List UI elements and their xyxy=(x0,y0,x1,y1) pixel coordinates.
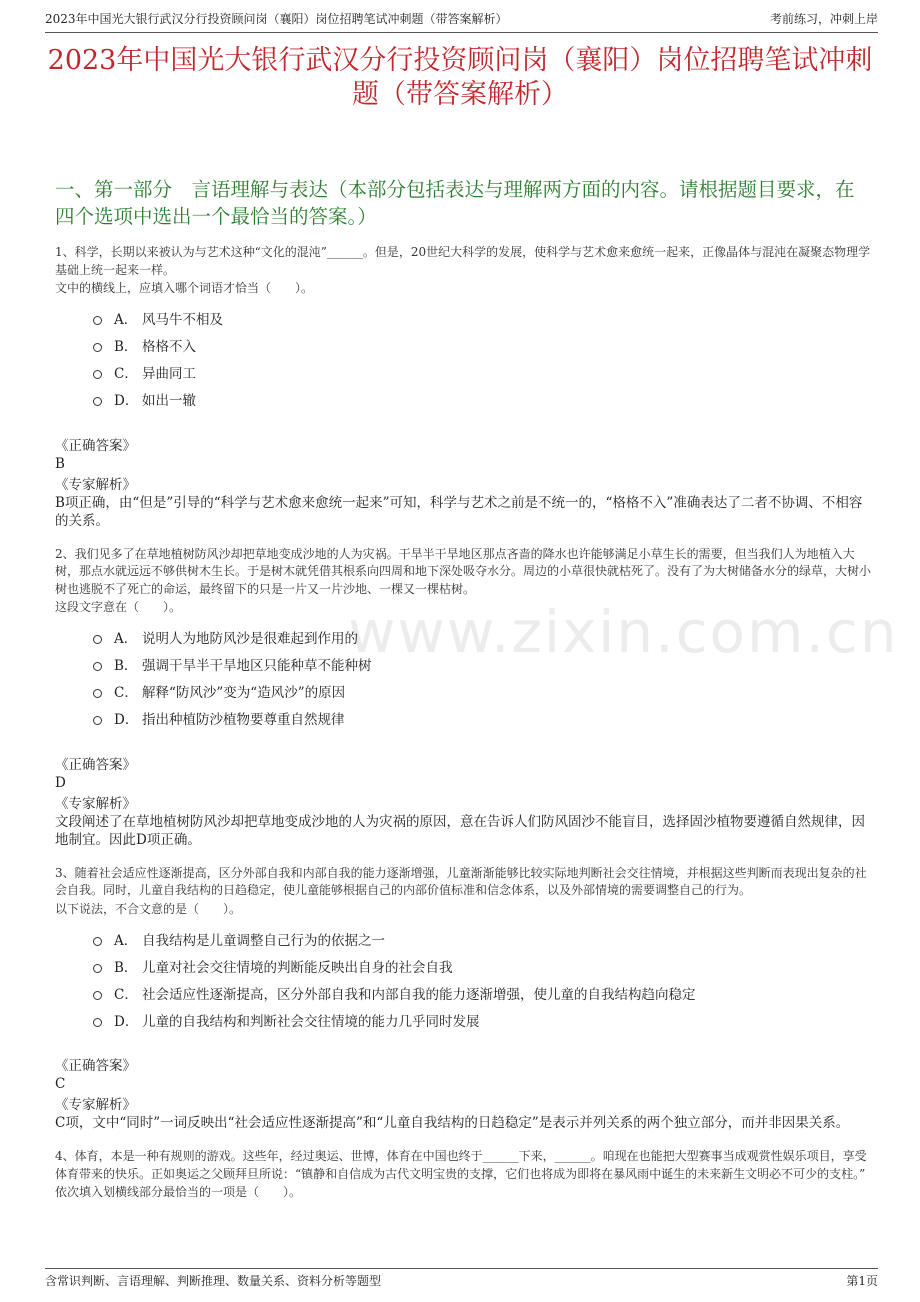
option-d[interactable] xyxy=(93,386,872,413)
option-letter: B． xyxy=(114,959,138,976)
option-text: 儿童对社会交往情境的判断能反映出自身的社会自我 xyxy=(142,959,453,976)
option-a[interactable] xyxy=(93,925,872,952)
question-stem: 2、我们见多了在草地植树防风沙却把草地变成沙地的人为灾祸。干旱半干旱地区那点吝啬的降水也许能够满足小草生长的需要，但当我们人为地植入大树，那点水就远远不够供树木生长。于是树木就凭借其根系向四周和地下深处吸夺水分。周边的小草很快就枯死了。没有了为大树储备水分的绿草，大树小树也逃脱不了死亡的命运，最终留下的只是一片又一片沙地、一棵又一棵枯树。 xyxy=(55,546,872,596)
option-text: 强调干旱半干旱地区只能种草不能种树 xyxy=(142,658,372,674)
radio-icon[interactable] xyxy=(93,635,102,644)
explanation-label: 《专家解析》 xyxy=(55,1097,136,1113)
question-prompt: 以下说法，不合文意的是（ ）。 xyxy=(55,901,242,916)
radio-icon[interactable] xyxy=(93,397,102,406)
option-d[interactable] xyxy=(93,705,872,732)
explanation-label: 《专家解析》 xyxy=(55,795,136,812)
option-text: 说明人为地防风沙是很难起到作用的 xyxy=(142,631,358,647)
question-stem: 3、随着社会适应性逐渐提高，区分外部自我和内部自我的能力逐渐增强，儿童渐渐能够比较实际地判断社会交往情境，并根据这些判断而表现出复杂的社会自我。同时，儿童自我结构的日趋稳定，使儿童能够根据自己的内部价值标准和信念体系，以及外部情境的需要调整自己的行为。 xyxy=(55,865,867,897)
option-b[interactable] xyxy=(93,651,872,678)
option-list xyxy=(93,925,872,1033)
explanation-label: 《专家解析》 xyxy=(55,476,136,493)
option-text: 异曲同工 xyxy=(142,366,196,382)
page-footer xyxy=(45,1268,878,1292)
answer-value: C xyxy=(55,1076,66,1092)
option-text: 格格不入 xyxy=(142,339,196,355)
option-text: 自我结构是儿童调整自己行为的依据之一 xyxy=(142,932,385,949)
document-title: 2023年中国光大银行武汉分行投资顾问岗（襄阳）岗位招聘笔试冲刺题（带答案解析） xyxy=(47,45,873,110)
option-a[interactable] xyxy=(93,305,872,332)
page-number: 第1页 xyxy=(846,1274,878,1288)
option-letter: A． xyxy=(114,631,138,647)
option-letter: C． xyxy=(114,685,138,701)
option-c[interactable] xyxy=(93,979,872,1006)
explanation-text: 文段阐述了在草地植树防风沙却把草地变成沙地的人为灾祸的原因，意在告诉人们防风固沙不能盲目，选择固沙植物要遵循自然规律，因地制宜。因此D项正确。 xyxy=(55,813,865,848)
option-letter: D． xyxy=(114,1013,139,1030)
option-text: 解释“防风沙”变为“造风沙”的原因 xyxy=(142,685,346,701)
option-letter: D． xyxy=(114,712,139,728)
option-letter: C． xyxy=(114,986,138,1003)
question-stem: 1、科学，长期以来被认为与艺术这种“文化的混沌”______。但是，20世纪大科学的发展，使科学与艺术愈来愈统一起来，正像晶体与混沌在凝聚态物理学基础上统一起来一样。 xyxy=(55,245,871,277)
option-d[interactable] xyxy=(93,1006,872,1033)
question-1 xyxy=(55,244,872,530)
page-header xyxy=(45,10,878,33)
option-c[interactable] xyxy=(93,359,872,386)
option-b[interactable] xyxy=(93,952,872,979)
option-text: 社会适应性逐渐提高，区分外部自我和内部自我的能力逐渐增强，使儿童的自我结构趋向稳定 xyxy=(142,986,696,1003)
question-2 xyxy=(55,546,872,849)
option-letter: C． xyxy=(114,366,138,382)
answer-value: B xyxy=(55,455,65,472)
option-letter: B． xyxy=(114,339,138,355)
radio-icon[interactable] xyxy=(93,370,102,379)
option-letter: D． xyxy=(114,393,139,409)
radio-icon[interactable] xyxy=(93,662,102,671)
option-letter: A． xyxy=(114,312,138,328)
question-3 xyxy=(55,865,872,1133)
section-heading: 一、第一部分 言语理解与表达（本部分包括表达与理解两方面的内容。请根据题目要求，在四个选项中选出一个最恰当的答案。） xyxy=(55,178,855,228)
question-list xyxy=(55,244,872,1202)
watermark: www.zixin.com.cn xyxy=(348,598,899,666)
radio-icon[interactable] xyxy=(93,991,102,1000)
header-doc-title: 2023年中国光大银行武汉分行投资顾问岗（襄阳）岗位招聘笔试冲刺题（带答案解析） xyxy=(45,12,508,26)
radio-icon[interactable] xyxy=(93,1018,102,1027)
option-text: 如出一辙 xyxy=(142,393,196,409)
option-b[interactable] xyxy=(93,332,872,359)
option-letter: B． xyxy=(114,658,138,674)
answer-label: 《正确答案》 xyxy=(55,756,136,773)
question-prompt: 这段文字意在（ ）。 xyxy=(55,600,182,614)
option-c[interactable] xyxy=(93,678,872,705)
option-list xyxy=(93,305,872,413)
option-text: 儿童的自我结构和判断社会交往情境的能力几乎同时发展 xyxy=(142,1013,480,1030)
radio-icon[interactable] xyxy=(93,316,102,325)
answer-value: D xyxy=(55,774,66,791)
option-letter: A． xyxy=(114,932,138,949)
option-text: 风马牛不相及 xyxy=(142,312,223,328)
explanation-text: B项正确，由“但是”引导的“科学与艺术愈来愈统一起来”可知，科学与艺术之前是不统一的，“格格不入”准确表达了二者不协调、不相容的关系。 xyxy=(55,494,863,529)
radio-icon[interactable] xyxy=(93,716,102,725)
explanation-text: C项，文中“同时”一词反映出“社会适应性逐渐提高”和“儿童自我结构的日趋稳定”是表示并列关系的两个独立部分，而并非因果关系。 xyxy=(55,1115,850,1131)
radio-icon[interactable] xyxy=(93,964,102,973)
option-a[interactable] xyxy=(93,624,872,651)
header-slogan: 考前练习，冲刺上岸 xyxy=(769,12,878,26)
radio-icon[interactable] xyxy=(93,343,102,352)
question-4 xyxy=(55,1148,872,1202)
option-list xyxy=(93,624,872,732)
answer-label: 《正确答案》 xyxy=(55,437,136,454)
question-prompt: 依次填入划横线部分最恰当的一项是（ ）。 xyxy=(55,1185,302,1199)
radio-icon[interactable] xyxy=(93,937,102,946)
question-stem: 4、体育，本是一种有规则的游戏。这些年，经过奥运、世博，体育在中国也终于______下来，______。咱现在也能把大型赛事当成观赏性娱乐项目，享受体育带来的快乐。正如奥运之父顾拜旦所说：“镇静和自信成为古代文明宝贵的支撑，它们也将成为即将在暴风雨中诞生的未来新生文明必不可少的支柱。” xyxy=(55,1149,867,1181)
radio-icon[interactable] xyxy=(93,689,102,698)
footer-note: 含常识判断、言语理解、判断推理、数量关系、资料分析等题型 xyxy=(45,1274,382,1288)
answer-label: 《正确答案》 xyxy=(55,1058,136,1074)
question-prompt: 文中的横线上，应填入哪个词语才恰当（ ）。 xyxy=(55,281,314,295)
option-text: 指出种植防沙植物要尊重自然规律 xyxy=(142,712,345,728)
